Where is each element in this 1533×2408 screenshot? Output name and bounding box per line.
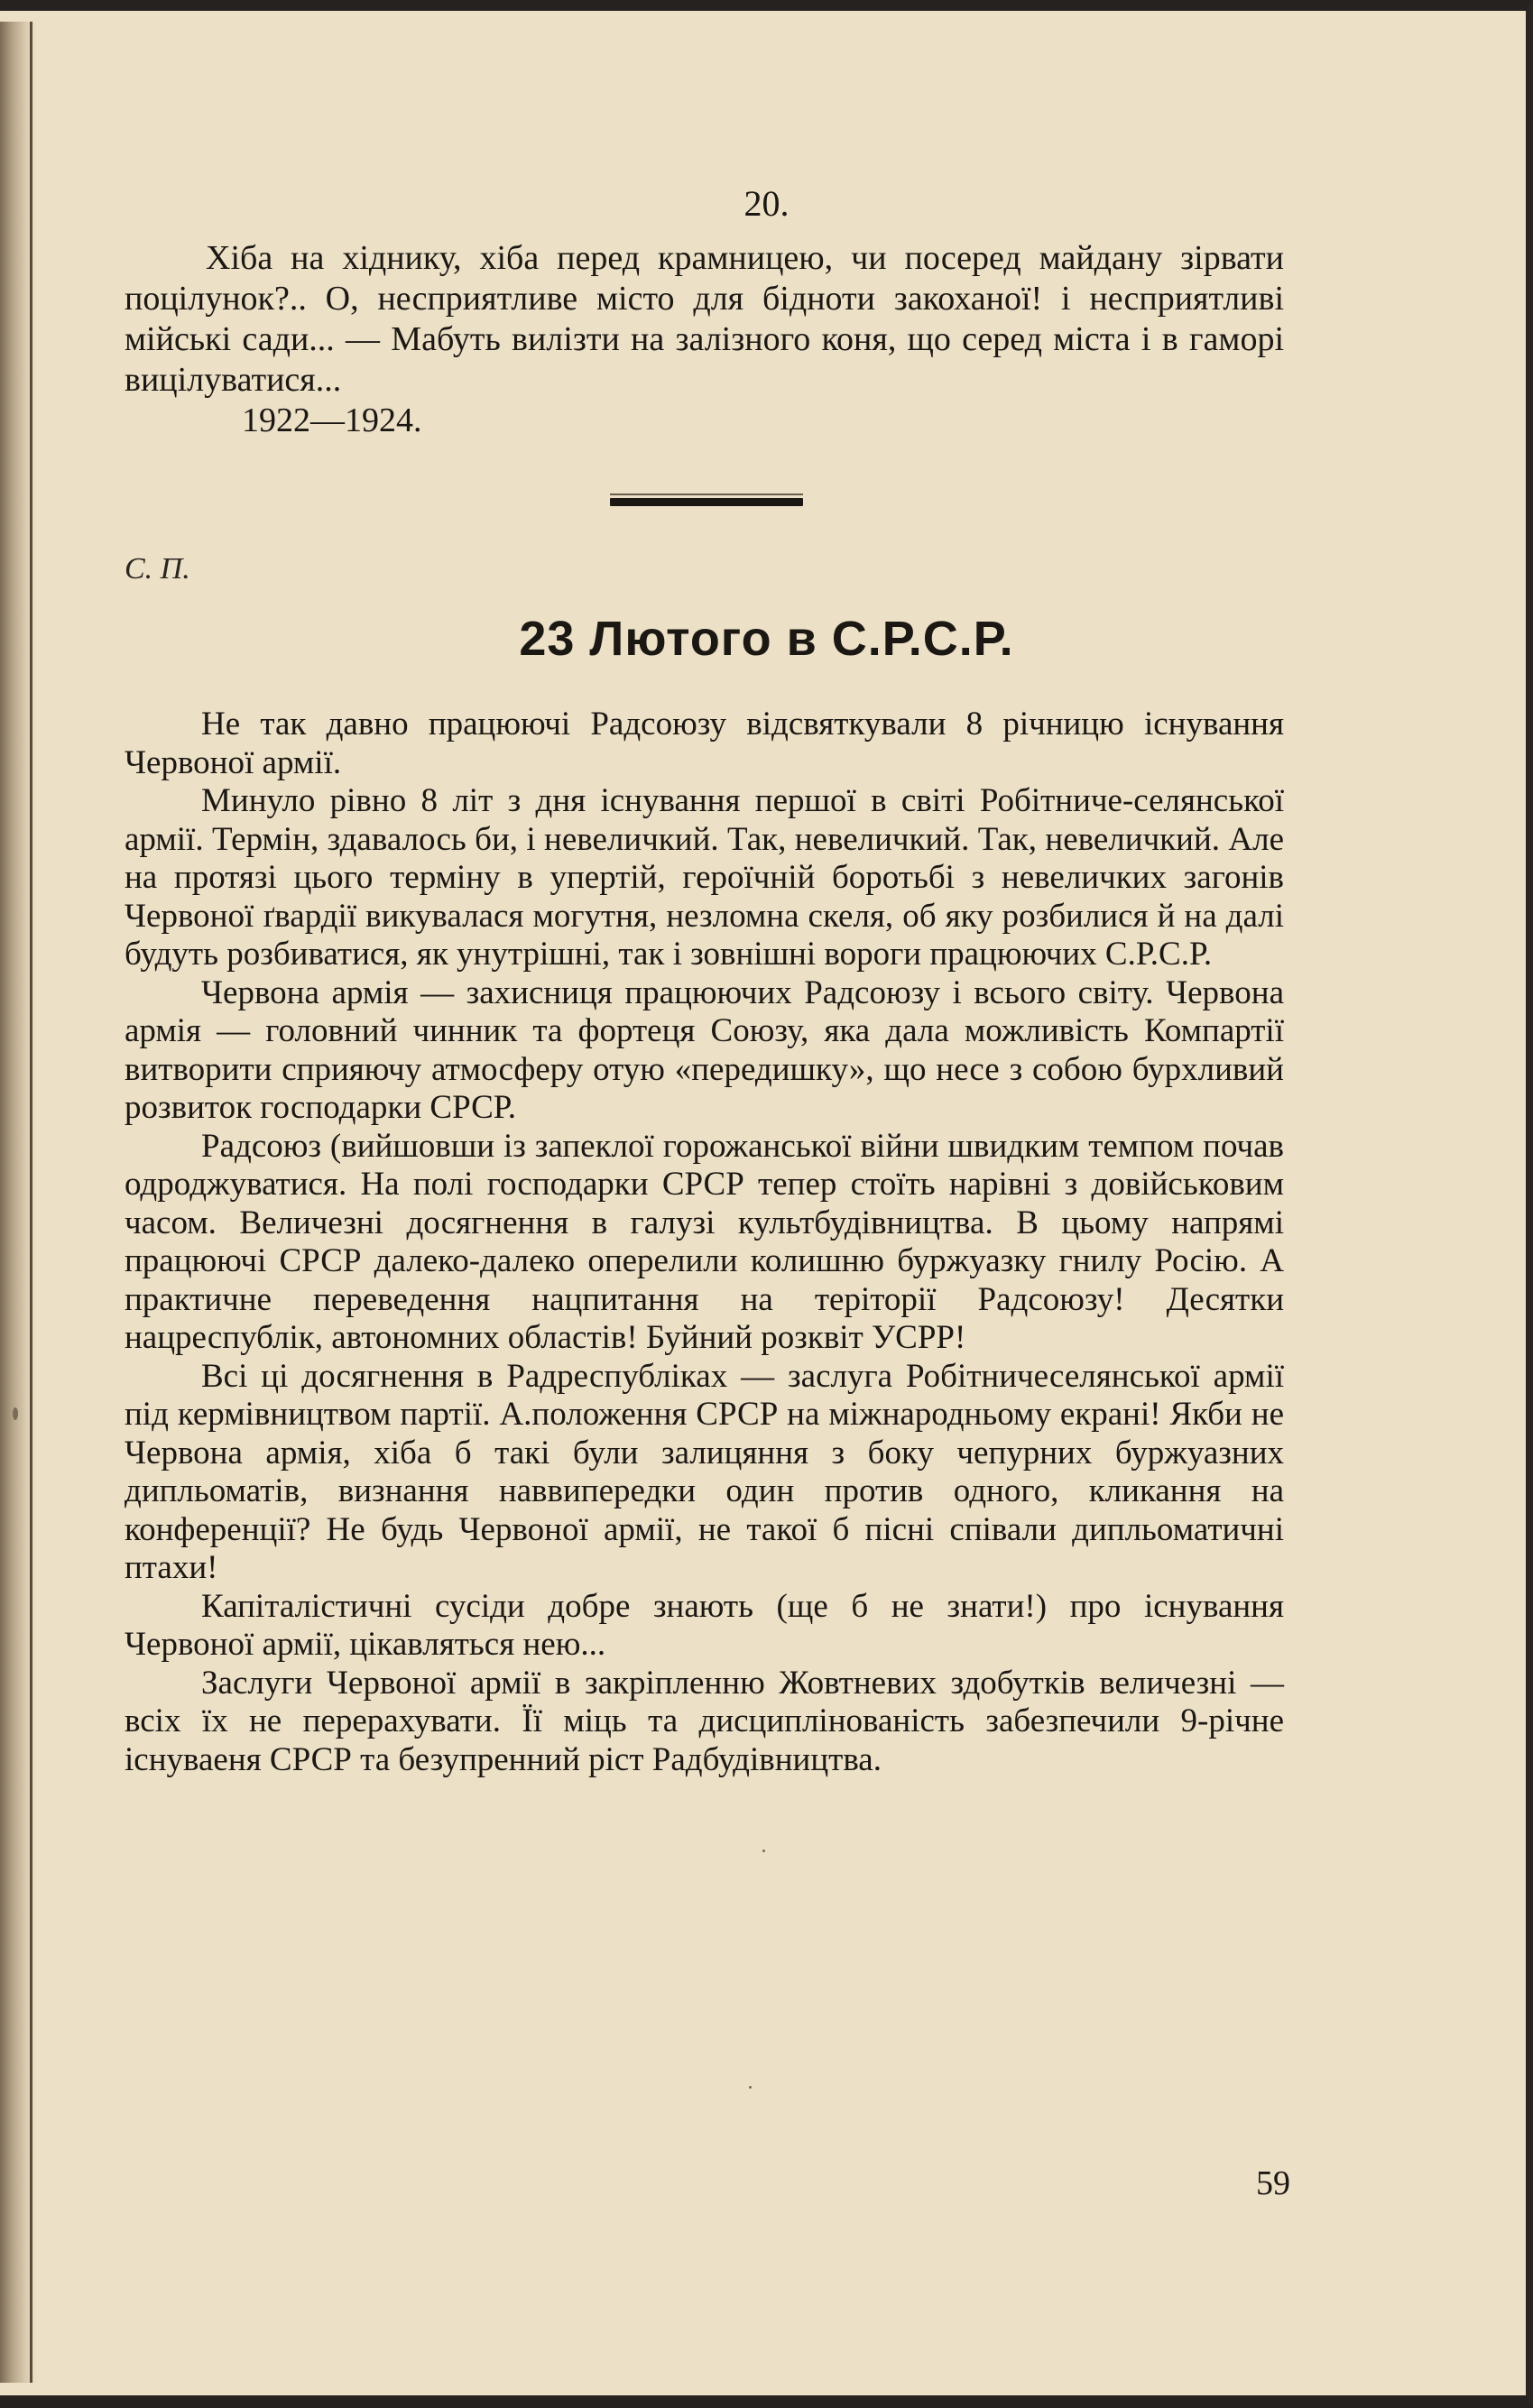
- page-number-bottom: 59: [1256, 2164, 1290, 2202]
- article-paragraph: Всі ці досягнення в Радреспубліках — заслуга Робітничеселянської армії під кермівництвом партії. А.положення СРСР на міжнародньому екрані! Якби не Червона армія, хіба б такі були залицяння з боку чепурних буржуазних дипльоматів, визнання наввипередки один против одного, кликання на конференції? Не будь Червоної армії, не такої б пісні співали дипльоматичні птахи!: [125, 1357, 1284, 1586]
- paper-speck: [13, 1407, 18, 1420]
- page-number-top: 20.: [743, 183, 790, 224]
- paper-speck: [762, 1850, 765, 1852]
- article-title: 23 Лютого в С.Р.С.Р.: [519, 612, 1014, 666]
- article-paragraph: Капіталістичні сусіди добре знають (ще б не знати!) про існування Червоної армії, цікавляться нею...: [125, 1587, 1284, 1663]
- author-initials: С. П.: [125, 552, 190, 586]
- gutter-edge: [30, 22, 32, 2383]
- poem-paragraph: Хіба на хіднику, хіба перед крамницею, чи посеред майдану зірвати поцілунок?.. О, несприятливе місто для бідноти закоханої! і несприятливі мійські сади... — Мабуть вилізти на залізного коня, що серед міста і в гаморі вицілуватися...: [125, 239, 1284, 399]
- article-paragraph: Радсоюз (вийшовши із запеклої горожанської війни швидким темпом почав одроджуватися. На полі господарки СРСР тепер стоїть нарівні з довійськовим часом. Величезні досягнення в галузі культбудівництва. В цьому напрямі працюючі СРСР далеко-далеко оперелили колишню буржуазку гнилу Росію. А практичне переведення нацпитання на теріторії Радсоюзу! Десятки нацреспублік, автономних областів! Буйний розквіт УСРР!: [125, 1127, 1284, 1356]
- paper-speck: [749, 2086, 752, 2089]
- poem-ending: [125, 238, 1284, 441]
- article-body: [125, 706, 1284, 1779]
- article-paragraph: Заслуги Червоної армії в закріпленню Жовтневих здобутків величезні — всіх їх не перерахувати. Її міць та дисциплінованість забезпечили 9-річне існуваеня СРСР та безупренний ріст Радбудівництва.: [125, 1664, 1284, 1778]
- article-paragraph: Не так давно працюючі Радсоюзу відсвяткували 8 річницю існування Червоної армії.: [125, 706, 1284, 781]
- article-paragraph: Минуло рівно 8 літ з дня існування першої в світі Робітниче-селянської армії. Термін, здавалось би, і невеличкий. Так, невеличкий. Так, невеличкий. Але на протязі цього терміну в упертій, героїчній боротьбі з невеличких загонів Червоної ґвардії викувалася могутня, незломна скеля, об яку розбилися й на далі будуть розбиватися, як унутрішні, так і зовнішні вороги працюючих С.Р.С.Р.: [125, 782, 1284, 973]
- article-paragraph: Червона армія — захисниця працюючих Радсоюзу і всього світу. Червона армія — головний чинник та фортеця Союзу, яка дала можливість Компартії витворити сприяючу атмосферу отую «передишку», що несе з собою бурхливий розвиток господарки СРСР.: [125, 973, 1284, 1126]
- section-divider: [610, 498, 803, 506]
- poem-date: 1922—1924.: [242, 401, 422, 439]
